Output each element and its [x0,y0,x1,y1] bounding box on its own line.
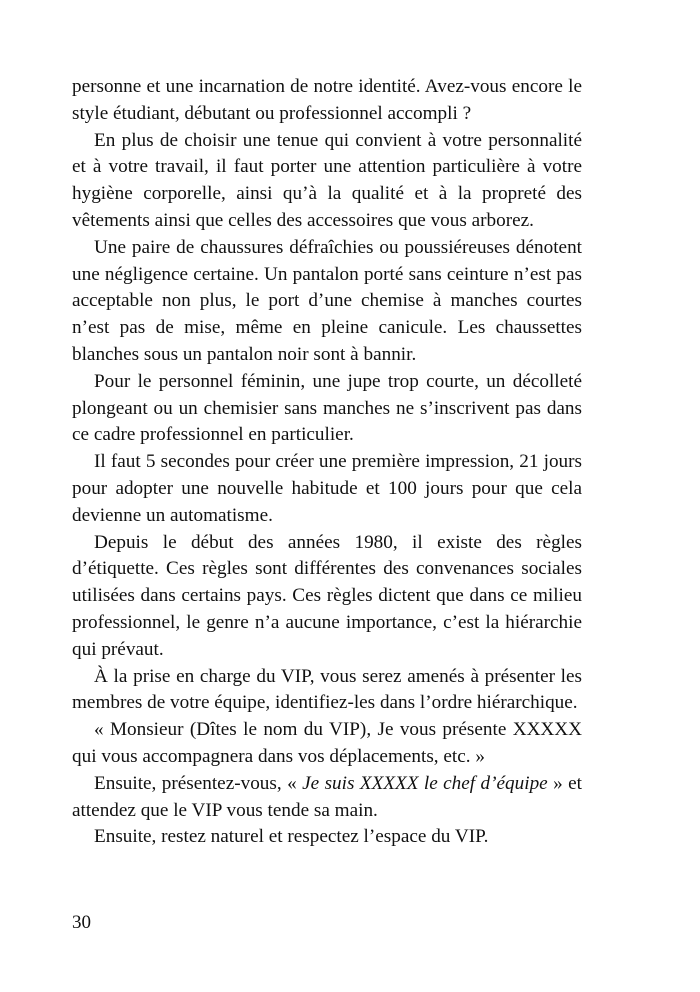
paragraph-women-dress: Pour le personnel féminin, une jupe trop courte, un décolleté plongeant ou un chemisier sans manches ne s’inscrivent pas dans ce cadre professionnel en particulier. [72,370,582,446]
paragraph-self-introduction [72,771,582,825]
self-intro-italic: Je suis XXXXX le chef d’équipe [302,772,548,794]
paragraph-continuation: personne et une incarnation de notre identité. Avez-vous encore le style étudiant, débutant ou professionnel accompli ? [72,76,582,124]
paragraph-hygiene: En plus de choisir une tenue qui convient à votre personnalité et à votre travail, il faut porter une attention particulière à votre hygiène corporelle, ainsi qu’à la qualité et à la propreté des vêtements ainsi que celles des accessoires que vous arborez. [72,129,582,231]
paragraph-introduction-quote: « Monsieur (Dîtes le nom du VIP), Je vous présente XXXXX qui vous accompagnera dans vos déplacements, etc. » [72,719,582,767]
paragraph-etiquette: Depuis le début des années 1980, il existe des règles d’étiquette. Ces règles sont différentes des convenances sociales utilisées dans certains pays. Ces règles dictent que dans ce milieu professionnel, le genre n’a aucune importance, c’est la hiérarchie qui prévaut. [72,531,582,660]
paragraph-first-impression: Il faut 5 secondes pour créer une première impression, 21 jours pour adopter une nouvelle habitude et 100 jours pour que cela devienne un automatisme. [72,451,582,526]
paragraph-shoes: Une paire de chaussures défraîchies ou poussiéreuses dénotent une négligence certaine. Un pantalon porté sans ceinture n’est pas acceptable non plus, le port d’une chemise à manches courtes n’est pas de mise, même en pleine canicule. Les chaussettes blanches sous un pantalon noir sont à bannir. [72,236,582,365]
page-body [72,74,582,851]
paragraph-final: Ensuite, restez naturel et respectez l’espace du VIP. [94,826,489,848]
self-intro-after: » et attendez que le VIP vous tende sa main. [72,772,582,821]
page-number: 30 [72,912,91,933]
self-intro-before: Ensuite, présentez-vous, « [94,772,303,794]
paragraph-vip-pickup: À la prise en charge du VIP, vous serez amenés à présenter les membres de votre équipe, identifiez-les dans l’ordre hiérarchique. [72,665,582,714]
